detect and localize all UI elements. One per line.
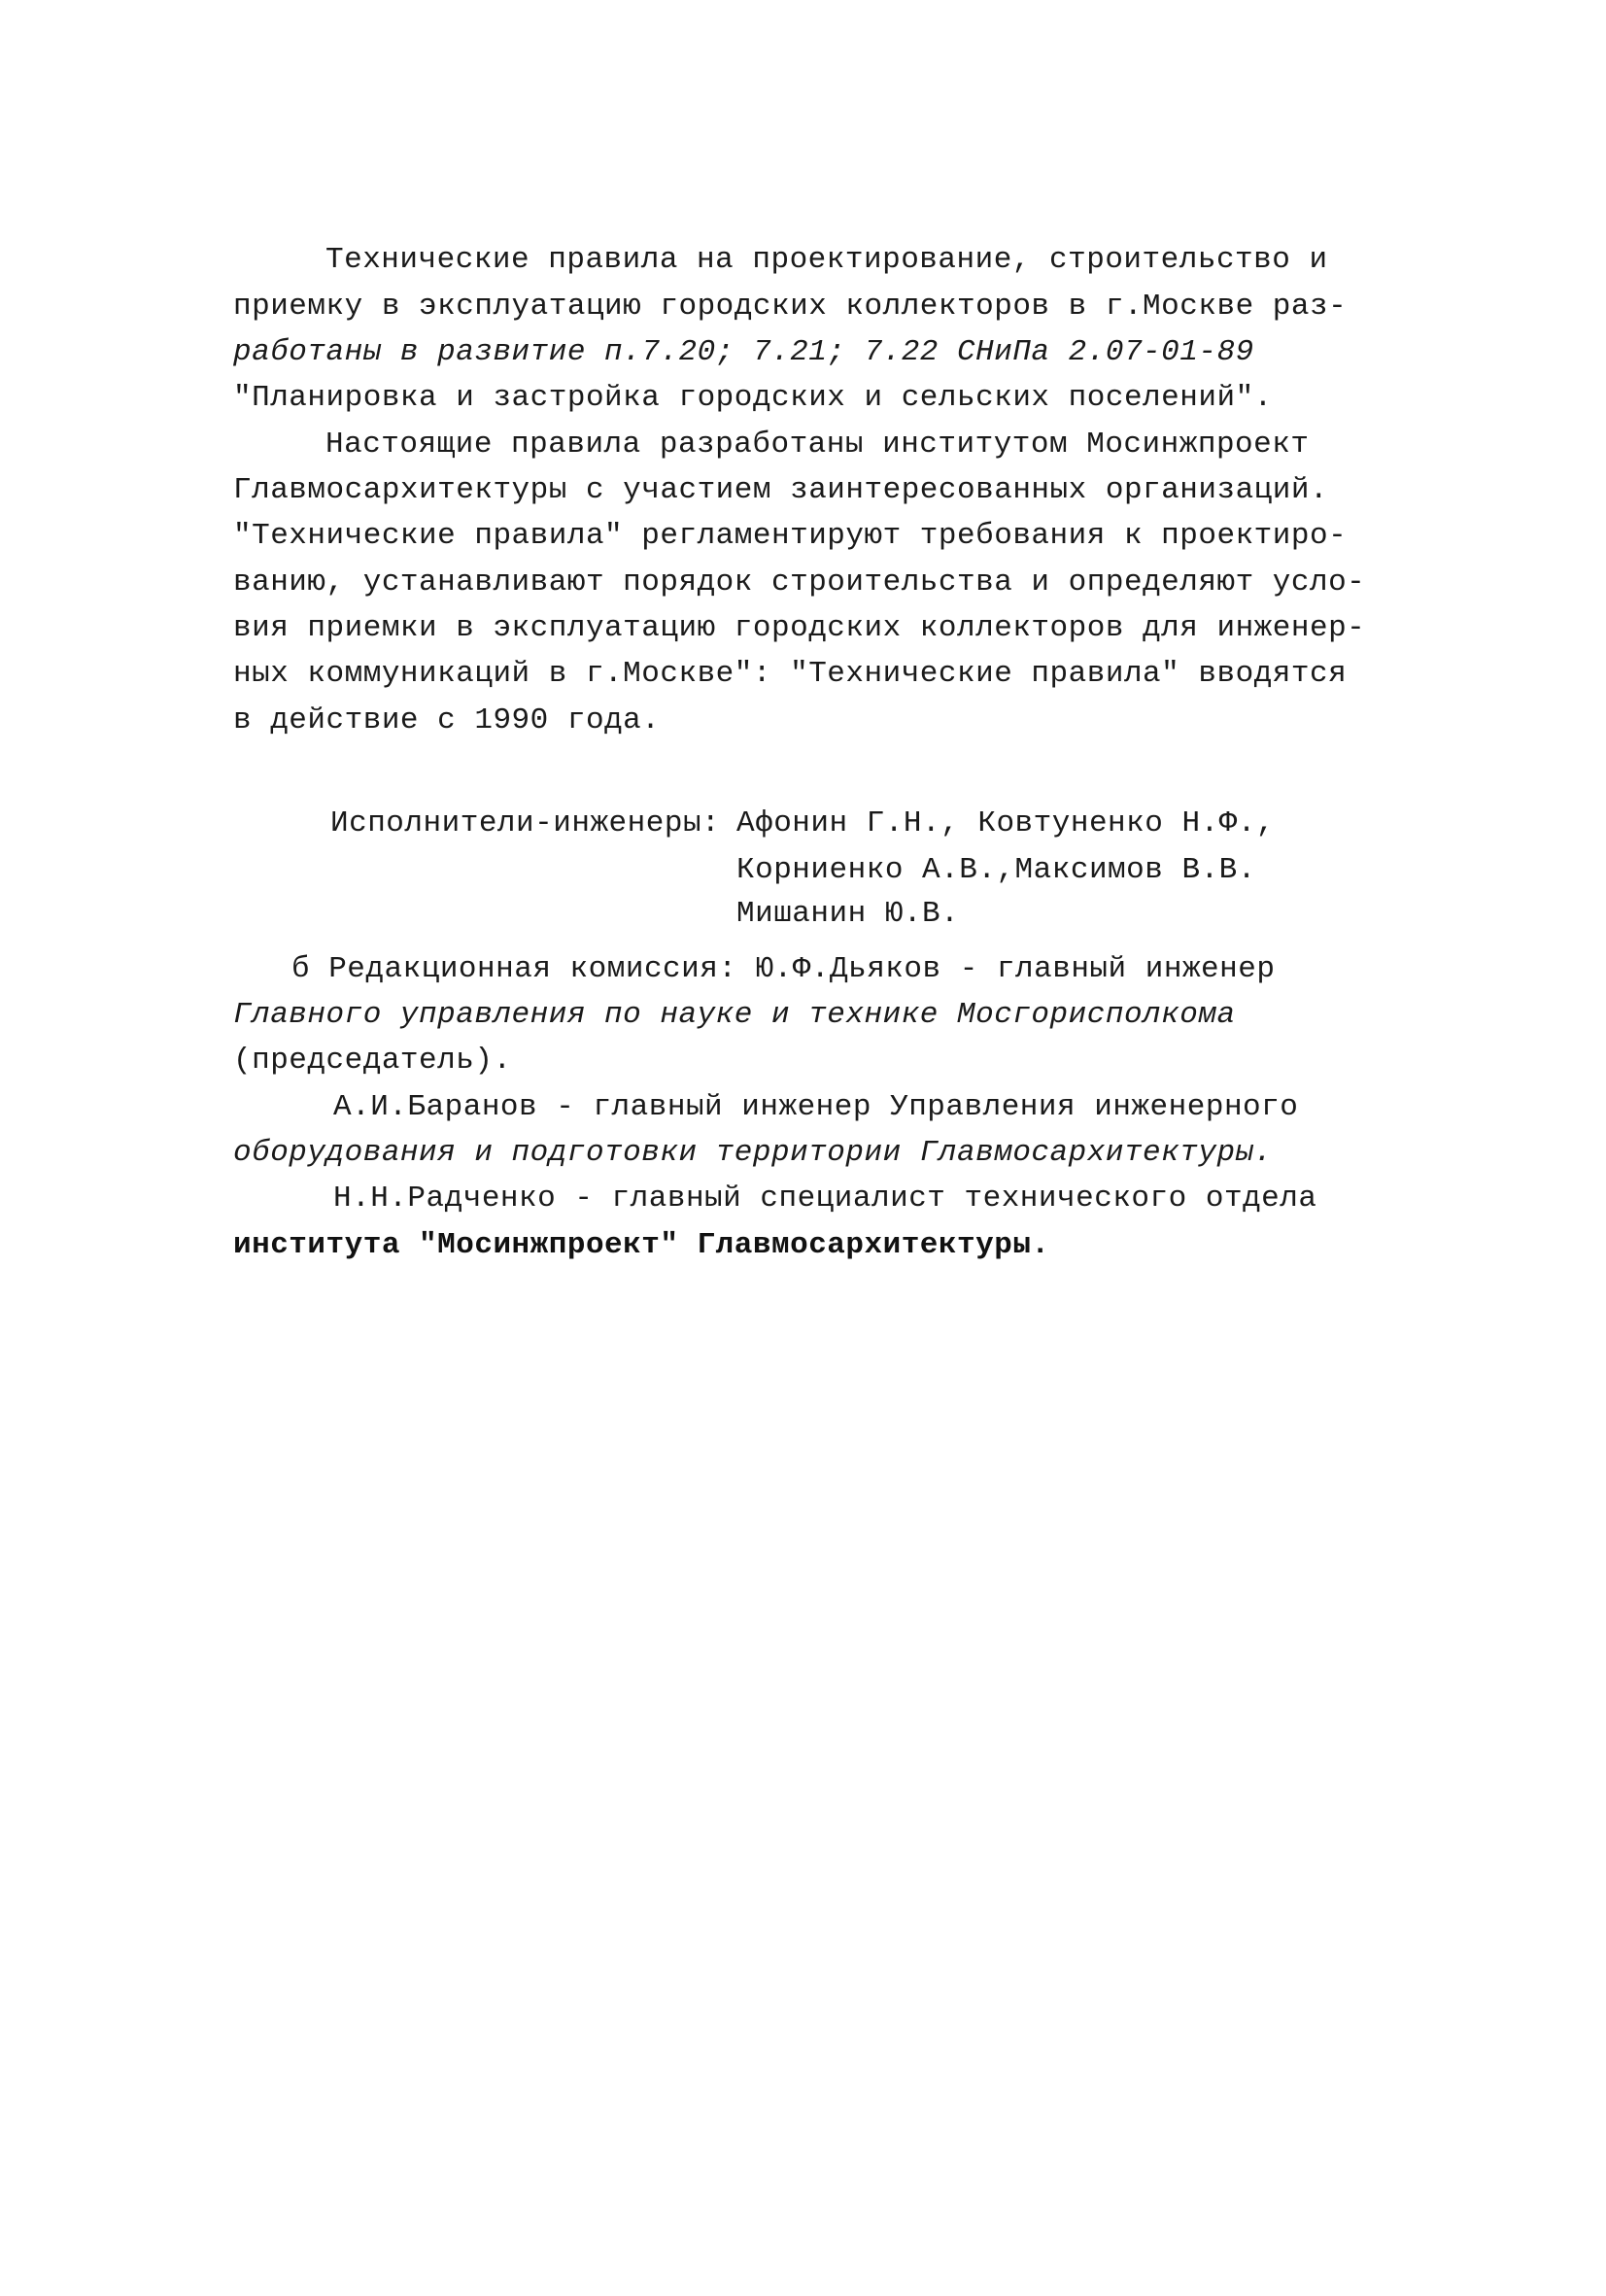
development-line-6: ных коммуникаций в г.Москве": "Технические правила" вводятся: [233, 657, 1348, 691]
radchenko-line-2: института "Мосинжпроект" Главмосархитектуры.: [233, 1228, 1050, 1262]
development-line-3: "Технические правила" регламентируют требования к проектиро-: [233, 519, 1348, 553]
baranov-line-1: А.И.Баранов - главный инженер Управления инженерного: [333, 1090, 1299, 1124]
radchenko-line-1: Н.Н.Радченко - главный специалист технического отдела: [333, 1182, 1317, 1216]
development-line-2: Главмосархитектуры с участием заинтересованных организаций.: [233, 473, 1329, 507]
intro-line-1: Технические правила на проектирование, строительство и: [325, 243, 1328, 277]
intro-line-3: работаны в развитие п.7.20; 7.21; 7.22 СНиПа 2.07-01-89: [233, 335, 1254, 369]
intro-line-4: "Планировка и застройка городских и сельских поселений".: [233, 381, 1273, 415]
commission-line-2: Главного управления по науке и технике Мосгорисполкома: [233, 998, 1236, 1032]
development-line-5: вия приемки в эксплуатацию городских коллекторов для инженер-: [233, 611, 1366, 645]
development-line-1: Настоящие правила разработаны институтом Мосинжпроект: [325, 428, 1310, 462]
development-line-4: ванию, устанавливают порядок строительства и определяют усло-: [233, 565, 1366, 600]
executors-name-3: Мишанин Ю.В.: [736, 897, 960, 931]
executors-name-2: Корниенко А.В.,Максимов В.В.: [736, 853, 1256, 887]
intro-line-2: приемку в эксплуатацию городских коллекторов в г.Москве раз-: [233, 290, 1348, 324]
baranov-line-2: оборудования и подготовки территории Главмосархитектуры.: [233, 1136, 1273, 1170]
executors-name-1: Афонин Г.Н., Ковтуненко Н.Ф.,: [736, 806, 1275, 840]
commission-line-3: (председатель).: [233, 1044, 512, 1078]
development-line-7: в действие с 1990 года.: [233, 703, 661, 737]
commission-line-1: б Редакционная комиссия: Ю.Ф.Дьяков - главный инженер: [291, 952, 1276, 986]
executors-label: Исполнители-инженеры:: [330, 806, 721, 840]
